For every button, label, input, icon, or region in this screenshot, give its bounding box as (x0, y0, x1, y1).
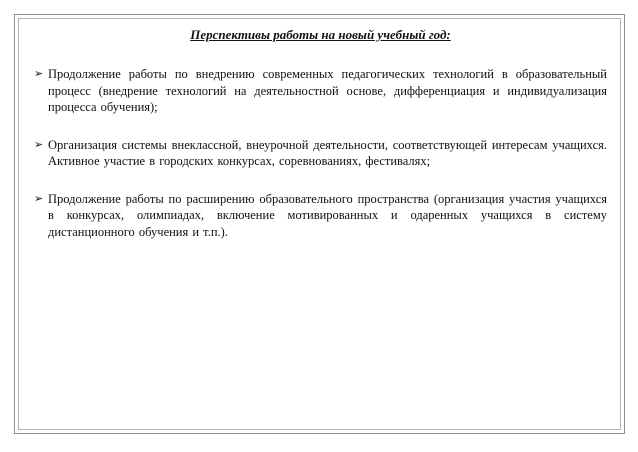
list-item (34, 66, 607, 116)
list-item-text: Продолжение работы по внедрению современных педагогических технологий в образовательный процесс (внедрение технологий на деятельностной основе, дифференциация и индивидуализация процесса обучения); (48, 67, 607, 114)
arrow-bullet-icon: ➢ (34, 67, 44, 80)
document-title: Перспективы работы на новый учебный год: (190, 27, 451, 42)
list-item-text: Организация системы внеклассной, внеурочной деятельности, соответствующей интересам учащихся. Активное участие в городских конкурсах, соревнованиях, фестивалях; (48, 137, 607, 168)
document-content (34, 26, 607, 261)
bullet-list (34, 66, 607, 240)
arrow-bullet-icon: ➢ (34, 191, 44, 205)
list-item (34, 137, 607, 170)
list-item-text: Продолжение работы по расширению образовательного пространства (организация участия учащихся в конкурсах, олимпиадах, включение мотивированных и одаренных учащихся в систему дистанционного обучения и т.п.). (48, 191, 607, 239)
list-item (34, 191, 607, 241)
arrow-bullet-icon: ➢ (34, 137, 44, 151)
